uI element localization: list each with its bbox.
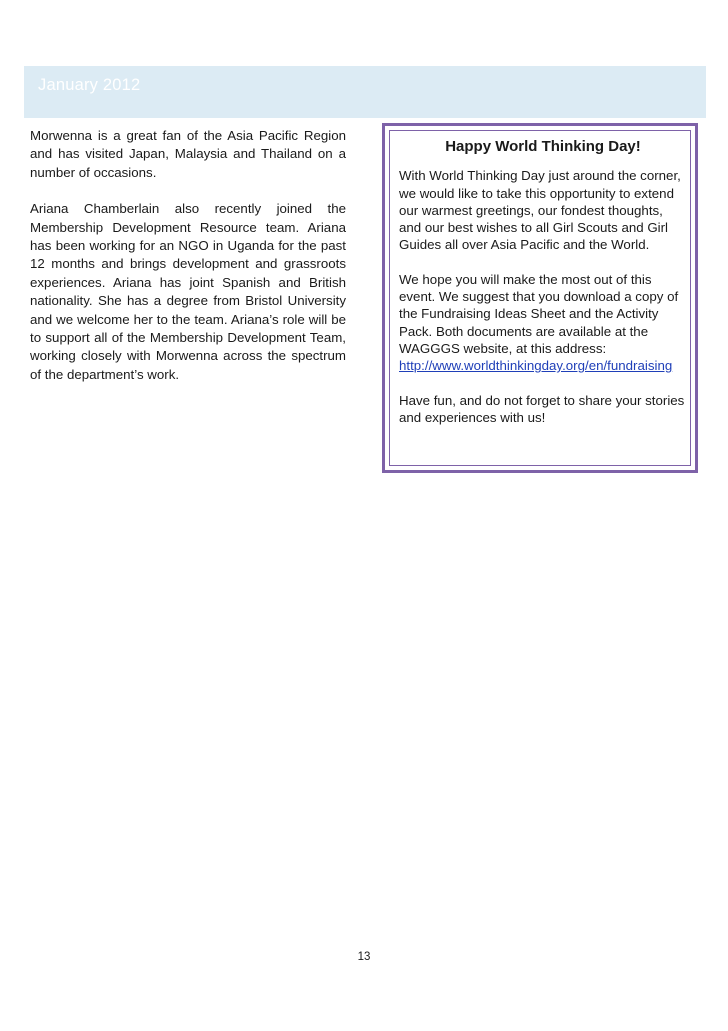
thinking-day-box-content bbox=[399, 136, 687, 443]
left-column bbox=[30, 127, 346, 402]
thinking-day-box bbox=[382, 123, 698, 473]
box-title: Happy World Thinking Day! bbox=[445, 138, 641, 155]
box-paragraph-download bbox=[399, 271, 687, 375]
header-title: January 2012 bbox=[38, 76, 141, 94]
paragraph-ariana: Ariana Chamberlain also recently joined the Membership Development Resource team. Ariana has been working for an NGO in Uganda for the past 12 months and brings development and grassroots experiences. Ariana has joint Spanish and British nationality. She has a degree from Bristol University and we welcome her to the team. Ariana’s role will be to support all of the Membership Development Team, working closely with Morwenna across the spectrum of the department’s work. bbox=[30, 201, 346, 382]
box-download-text: We hope you will make the most out of this event. We suggest that you download a copy of the Fundraising Ideas Sheet and the Activity Pack. Both documents are available at the WAGGGS website, at this address: bbox=[399, 271, 679, 356]
box-paragraph-greeting: With World Thinking Day just around the corner, we would like to take this opportunity to extend our warmest greetings, our fondest thoughts, and our best wishes to all Girl Scouts and Girl Guides all over Asia Pacific and the World. bbox=[399, 168, 681, 253]
paragraph-morwenna: Morwenna is a great fan of the Asia Pacific Region and has visited Japan, Malaysia and Thailand on a number of occasions. bbox=[30, 128, 346, 180]
page-number: 13 bbox=[357, 951, 371, 963]
fundraising-link[interactable]: http://www.worldthinkingday.org/en/fundraising bbox=[399, 358, 673, 374]
header-bar bbox=[24, 66, 706, 118]
box-paragraph-closing: Have fun, and do not forget to share your stories and experiences with us! bbox=[399, 392, 685, 425]
